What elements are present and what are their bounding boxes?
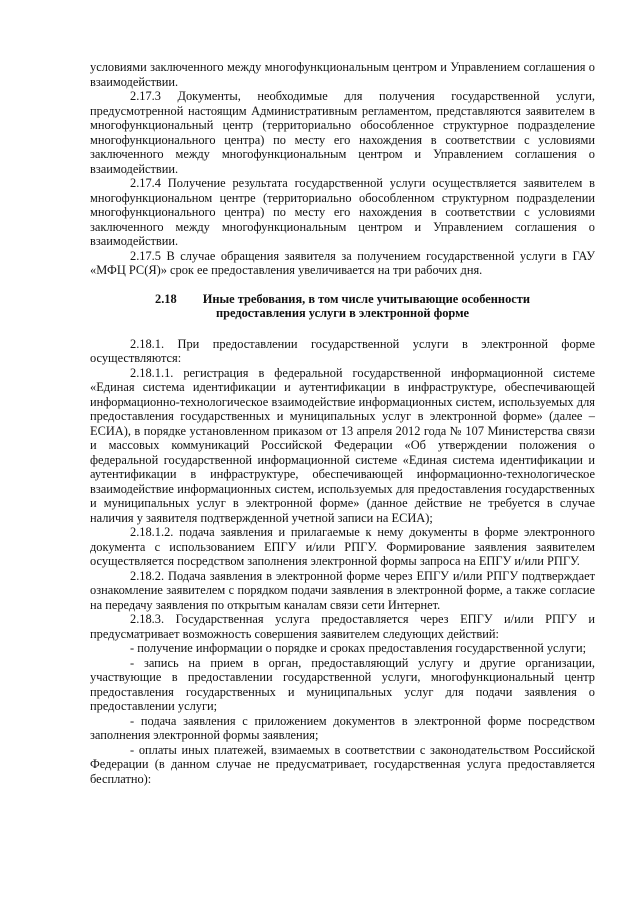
paragraph: условиями заключенного между многофункциональным центром и Управлением соглашения о взаимодействии. xyxy=(90,60,595,89)
paragraph: 2.17.3 Документы, необходимые для получения государственной услуги, предусмотренной настоящим Административным регламентом, представляются заявителем в многофункциональный центр (территориально обособленное структурное подразделение многофункционального центра) по месту его нахождения в соответствии с условиями заключенного между многофункциональным центром и Управлением соглашения о взаимодействии. xyxy=(90,89,595,176)
section-number: 2.18 xyxy=(155,291,177,306)
paragraph: 2.18.2. Подача заявления в электронной форме через ЕПГУ и/или РПГУ подтверждает ознакомление заявителем с порядком подачи заявления в электронной форме, а также согласие на передачу заявления по открытым каналам связи сети Интернет. xyxy=(90,568,595,612)
list-item: - запись на прием в орган, предоставляющий услугу и другие организации, участвующие в предоставлении государственной услуги, многофункциональный центр предоставления государственных и муниципальных услуг для подачи заявления о предоставлении услуги; xyxy=(90,655,595,713)
section-title: Иные требования, в том числе учитывающие особенности предоставления услуги в электронной форме xyxy=(202,291,530,320)
paragraph: 2.18.1. При предоставлении государственной услуги в электронной форме осуществляются: xyxy=(90,336,595,365)
section-heading xyxy=(90,292,595,321)
list-item: - получение информации о порядке и сроках предоставления государственной услуги; xyxy=(130,641,587,655)
list-item: - подача заявления с приложением документов в электронной форме посредством заполнения электронной формы заявления; xyxy=(90,713,595,742)
paragraph: 2.18.1.1. регистрация в федеральной государственной информационной системе «Единая система идентификации и аутентификации в инфраструктуре, обеспечивающей информационно-технологическое взаимодействие информационных систем, используемых для предоставления государственных и муниципальных услуг в электронной форме» (далее – ЕСИА), в порядке установленном приказом от 13 апреля 2012 года № 107 Министерства связи и массовых коммуникаций Российской Федерации «Об утверждении положения о федеральной государственной информационной системе «Единая система идентификации и аутентификации в инфраструктуре, обеспечивающей информационно-технологическое взаимодействие информационных систем, используемых для предоставления государственных и муниципальных услуг в электронной форме» (данное действие не требуется в случае наличия у заявителя подтвержденной учетной записи на ЕСИА); xyxy=(90,365,595,525)
paragraph: 2.17.4 Получение результата государственной услуги осуществляется заявителем в многофункциональном центре (территориально обособленном структурном подразделении многофункционального центра) по месту его нахождения в соответствии с условиями заключенного между многофункциональным центром и Управлением соглашения о взаимодействии. xyxy=(90,176,595,248)
paragraph: 2.18.3. Государственная услуга предоставляется через ЕПГУ и/или РПГУ и предусматривает возможность совершения заявителем следующих действий: xyxy=(90,612,595,641)
list-item: - оплаты иных платежей, взимаемых в соответствии с законодательством Российской Федерации (в данном случае не предусматривает, государственная услуга предоставляется бесплатно): xyxy=(90,742,595,786)
paragraph: 2.17.5 В случае обращения заявителя за получением государственной услуги в ГАУ «МФЦ РС(Я)» срок ее предоставления увеличивается на три рабочих дня. xyxy=(90,248,595,277)
paragraph: 2.18.1.2. подача заявления и прилагаемые к нему документы в форме электронного документа с использованием ЕПГУ и/или РПГУ. Формирование заявления заявителем осуществляется посредством заполнения электронной формы запроса на ЕПГУ и/или РПГУ. xyxy=(90,525,595,568)
document-page xyxy=(90,60,595,786)
